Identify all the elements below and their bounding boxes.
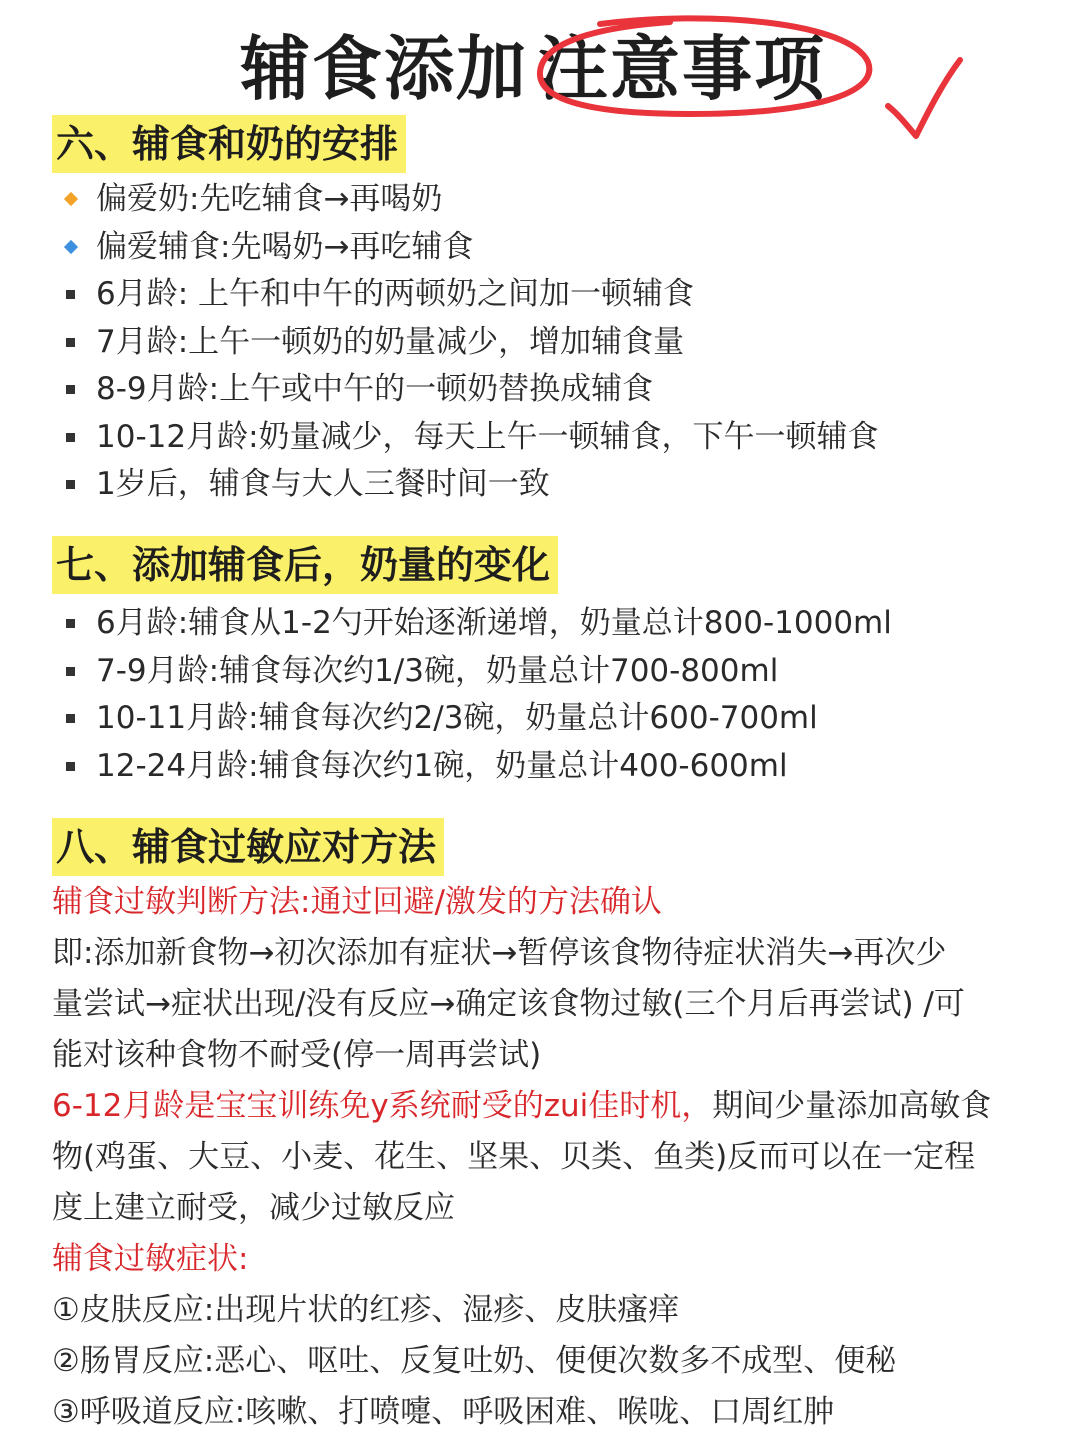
- square-bullet-icon: [66, 385, 75, 394]
- paragraph-line: 度上建立耐受，减少过敏反应: [52, 1190, 455, 1226]
- section-8-heading: 八、辅食过敏应对方法: [52, 818, 444, 876]
- square-bullet-icon: [66, 433, 75, 442]
- square-bullet-icon: [66, 667, 75, 676]
- square-bullet-icon: [66, 714, 75, 723]
- allergy-judge-title: 辅食过敏判断方法:通过回避/激发的方法确认: [52, 884, 662, 920]
- paragraph-line: 即:添加新食物→初次添加有症状→暂停该食物待症状消失→再次少: [52, 935, 947, 971]
- title-plain: 辅食添加: [240, 28, 528, 110]
- hand-drawn-circle-icon: [530, 14, 880, 124]
- symptom-item: ③呼吸道反应:咳嗽、打喷嚏、呼吸困难、喉咙、口周红肿: [52, 1394, 835, 1430]
- square-bullet-icon: [66, 480, 75, 489]
- square-bullet-icon: [66, 338, 75, 347]
- list-item: 10-12月龄:奶量减少，每天上午一顿辅食，下午一顿辅食: [62, 414, 879, 462]
- list-item: 7月龄:上午一顿奶的奶量减少，增加辅食量: [62, 319, 879, 367]
- red-check-icon: [880, 54, 970, 144]
- tolerance-window-highlight: 6-12月龄是宝宝训练免y系统耐受的zui佳时机，: [52, 1088, 713, 1124]
- symptoms-title: 辅食过敏症状:: [52, 1241, 249, 1277]
- paragraph-line: 量尝试→症状出现/没有反应→确定该食物过敏(三个月后再尝试) /可: [52, 986, 965, 1022]
- blue-diamond-icon: [64, 239, 78, 253]
- section-7-heading: 七、添加辅食后，奶量的变化: [52, 536, 558, 594]
- square-bullet-icon: [66, 619, 75, 628]
- paragraph-line: 能对该种食物不耐受(停一周再尝试): [52, 1037, 542, 1073]
- title-area: [0, 14, 1080, 124]
- section-8-body: [52, 877, 1052, 1438]
- list-item: 10-11月龄:辅食每次约2/3碗，奶量总计600-700ml: [62, 695, 892, 743]
- list-item: 6月龄:辅食从1-2勺开始逐渐递增，奶量总计800-1000ml: [62, 600, 892, 648]
- list-item: 12-24月龄:辅食每次约1碗，奶量总计400-600ml: [62, 743, 892, 791]
- symptom-item: ①皮肤反应:出现片状的红疹、湿疹、皮肤瘙痒: [52, 1292, 680, 1328]
- tolerance-window-line: 6-12月龄是宝宝训练免y系统耐受的zui佳时机，期间少量添加高敏食: [52, 1088, 992, 1124]
- section-7-list: [62, 600, 892, 790]
- title-highlight: 注意事项: [538, 28, 826, 110]
- section-6-list: [62, 176, 879, 509]
- list-item: 6月龄: 上午和中午的两顿奶之间加一顿辅食: [62, 271, 879, 319]
- section-6-heading: 六、辅食和奶的安排: [52, 115, 406, 173]
- list-item: 偏爱辅食:先喝奶→再吃辅食: [62, 224, 879, 272]
- list-item: 1岁后，辅食与大人三餐时间一致: [62, 461, 879, 509]
- list-item: 偏爱奶:先吃辅食→再喝奶: [62, 176, 879, 224]
- square-bullet-icon: [66, 762, 75, 771]
- paragraph-line: 物(鸡蛋、大豆、小麦、花生、坚果、贝类、鱼类)反而可以在一定程: [52, 1139, 976, 1175]
- orange-diamond-icon: [64, 192, 78, 206]
- symptom-item: ②肠胃反应:恶心、呕吐、反复吐奶、便便次数多不成型、便秘: [52, 1343, 897, 1379]
- square-bullet-icon: [66, 290, 75, 299]
- list-item: 8-9月龄:上午或中午的一顿奶替换成辅食: [62, 366, 879, 414]
- list-item: 7-9月龄:辅食每次约1/3碗，奶量总计700-800ml: [62, 648, 892, 696]
